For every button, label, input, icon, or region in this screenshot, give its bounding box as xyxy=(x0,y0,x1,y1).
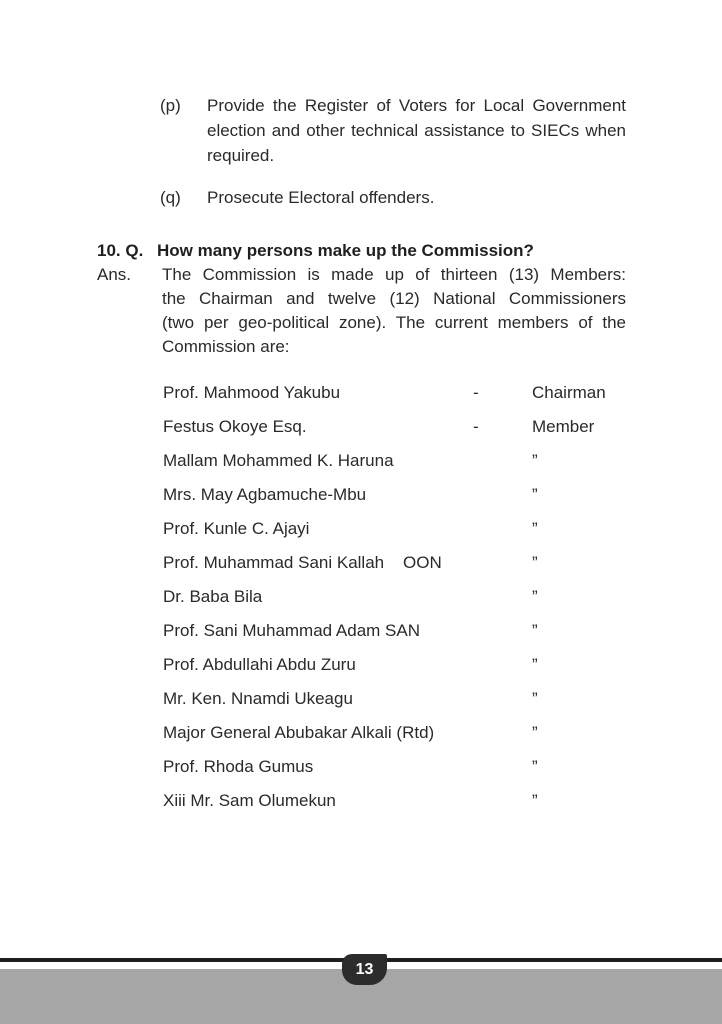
member-name: Prof. Mahmood Yakubu xyxy=(163,383,341,402)
member-separator: - xyxy=(473,383,479,402)
item-p-label: (p) xyxy=(160,96,181,115)
member-name: Prof. Rhoda Gumus xyxy=(163,757,314,776)
member-row xyxy=(163,546,633,580)
member-name: Xiii Mr. Sam Olumekun xyxy=(163,791,336,810)
member-row xyxy=(163,410,633,444)
page-number-badge xyxy=(342,954,387,985)
item-q-text xyxy=(207,185,626,210)
text-line: required. xyxy=(207,146,275,165)
member-role: ” xyxy=(532,757,538,776)
member-role: ” xyxy=(532,485,538,504)
member-row xyxy=(163,682,633,716)
answer-text xyxy=(162,263,626,359)
member-role: Chairman xyxy=(532,383,606,402)
text-line: election and other technical assistance to SIECs when xyxy=(207,121,626,140)
member-name: Prof. Sani Muhammad Adam SAN xyxy=(163,621,421,640)
member-name: Prof. Muhammad Sani Kallah OON xyxy=(163,553,442,572)
member-row xyxy=(163,580,633,614)
text-line: Prosecute Electoral offenders. xyxy=(207,188,435,207)
member-role: ” xyxy=(532,519,538,538)
item-p-text xyxy=(207,93,626,168)
members-list xyxy=(163,376,633,818)
member-row xyxy=(163,784,633,818)
list-item-p xyxy=(160,93,626,168)
member-name: Festus Okoye Esq. xyxy=(163,417,307,436)
question-number: 10. Q. xyxy=(97,241,144,260)
member-role: Member xyxy=(532,417,595,436)
member-separator: - xyxy=(473,417,479,436)
member-role: ” xyxy=(532,451,538,470)
member-name: Mallam Mohammed K. Haruna xyxy=(163,451,394,470)
item-q-label: (q) xyxy=(160,188,181,207)
member-row xyxy=(163,750,633,784)
member-name: Mrs. May Agbamuche-Mbu xyxy=(163,485,367,504)
member-row xyxy=(163,614,633,648)
member-role: ” xyxy=(532,689,538,708)
member-row xyxy=(163,444,633,478)
text-line: The Commission is made up of thirteen (13) Members: xyxy=(162,265,626,284)
member-row xyxy=(163,512,633,546)
question-text: How many persons make up the Commission? xyxy=(157,241,534,260)
answer-row xyxy=(97,263,626,359)
text-line: (two per geo-political zone). The current members of the xyxy=(162,313,626,332)
member-name: Major General Abubakar Alkali (Rtd) xyxy=(163,723,435,742)
member-name: Dr. Baba Bila xyxy=(163,587,263,606)
page-number: 13 xyxy=(355,960,374,978)
member-role: ” xyxy=(532,553,538,572)
answer-label: Ans. xyxy=(97,265,132,284)
member-role: ” xyxy=(532,655,538,674)
member-row xyxy=(163,376,633,410)
member-role: ” xyxy=(532,587,538,606)
member-name: Prof. Abdullahi Abdu Zuru xyxy=(163,655,356,674)
text-line: the Chairman and twelve (12) National Commissioners xyxy=(162,289,626,308)
member-row xyxy=(163,648,633,682)
member-name: Prof. Kunle C. Ajayi xyxy=(163,519,310,538)
question-row xyxy=(97,239,626,263)
member-row xyxy=(163,478,633,512)
member-name: Mr. Ken. Nnamdi Ukeagu xyxy=(163,689,353,708)
member-role: ” xyxy=(532,723,538,742)
member-row xyxy=(163,716,633,750)
member-role: ” xyxy=(532,791,538,810)
text-line: Provide the Register of Voters for Local Government xyxy=(207,96,626,115)
member-role: ” xyxy=(532,621,538,640)
list-item-q xyxy=(160,185,626,210)
text-line: Commission are: xyxy=(162,337,290,356)
